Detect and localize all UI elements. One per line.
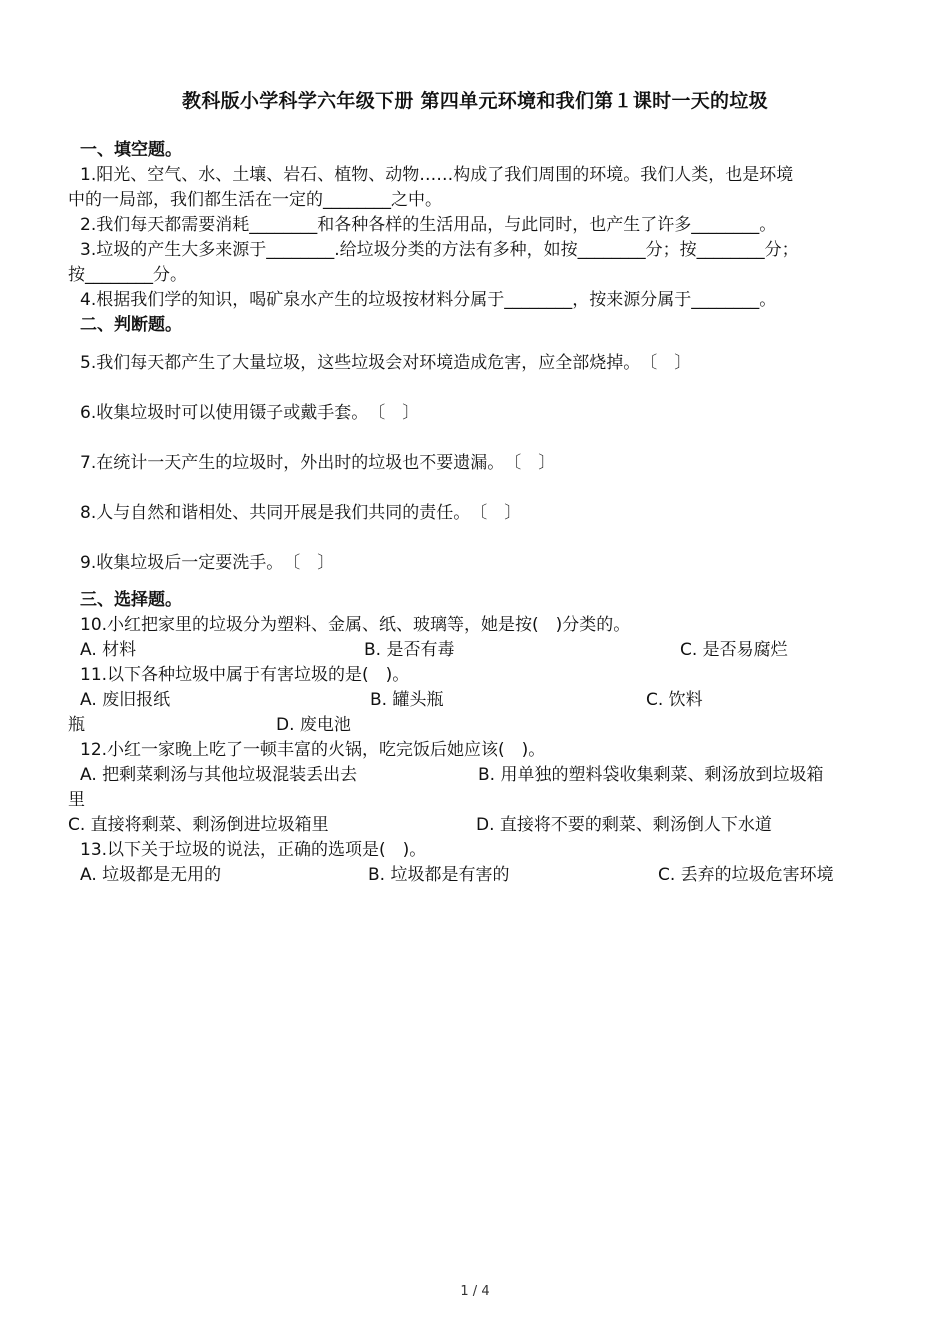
question-12-option-b-part-1: B. 用单独的塑料袋收集剩菜、剩汤放到垃圾箱 [478,765,824,785]
question-3-line-2: 按________分。 [68,265,187,285]
section-heading-fill-in: 一、填空题。 [80,140,182,160]
question-13-option-c: C. 丢弃的垃圾危害环境 [658,865,834,885]
question-11-option-a: A. 废旧报纸 [80,690,171,710]
question-2: 2.我们每天都需要消耗________和各种各样的生活用品，与此同时，也产生了许多________。 [80,215,777,235]
question-9: 9.收集垃圾后一定要洗手。 〔 〕 [80,553,335,573]
question-3-line-1: 3.垃圾的产生大多来源于________.给垃圾分类的方法有多种，如按________分；按________分； [80,240,799,260]
question-8: 8.人与自然和谐相处、共同开展是我们共同的责任。 〔 〕 [80,503,522,523]
question-4: 4.根据我们学的知识，喝矿泉水产生的垃圾按材料分属于________，按来源分属于________。 [80,290,777,310]
question-10-option-c: C. 是否易腐烂 [680,640,788,660]
question-10-option-a: A. 材料 [80,640,137,660]
question-7: 7.在统计一天产生的垃圾时，外出时的垃圾也不要遗漏。 〔 〕 [80,453,556,473]
question-12-option-b-part-2: 里 [68,790,85,810]
question-13-stem: 13.以下关于垃圾的说法，正确的选项是( )。 [80,840,427,860]
question-11-stem: 11.以下各种垃圾中属于有害垃圾的是( )。 [80,665,410,685]
question-1-line-2: 中的一局部，我们都生活在一定的________之中。 [68,190,442,210]
question-13-option-a: A. 垃圾都是无用的 [80,865,222,885]
question-1-line-1: 1.阳光、空气、水、土壤、岩石、植物、动物……构成了我们周围的环境。我们人类，也是环境 [80,165,794,185]
question-13-option-b: B. 垃圾都是有害的 [368,865,510,885]
question-12-stem: 12.小红一家晚上吃了一顿丰富的火锅，吃完饭后她应该( )。 [80,740,546,760]
question-10-option-b: B. 是否有毒 [364,640,455,660]
question-10-stem: 10.小红把家里的垃圾分为塑料、金属、纸、玻璃等，她是按( )分类的。 [80,615,631,635]
question-11-option-d: D. 废电池 [276,715,351,735]
section-heading-true-false: 二、判断题。 [80,315,182,335]
question-12-option-a: A. 把剩菜剩汤与其他垃圾混装丢出去 [80,765,358,785]
question-11-option-c-part-2: 瓶 [68,715,85,735]
question-11-option-b: B. 罐头瓶 [370,690,444,710]
question-12-option-d: D. 直接将不要的剩菜、剩汤倒人下水道 [476,815,772,835]
question-11-option-c-part-1: C. 饮料 [646,690,703,710]
section-heading-multiple-choice: 三、选择题。 [80,590,182,610]
question-12-option-c: C. 直接将剩菜、剩汤倒进垃圾箱里 [68,815,329,835]
question-6: 6.收集垃圾时可以使用镊子或戴手套。 〔 〕 [80,403,420,423]
page-number: 1 / 4 [460,1284,490,1299]
page-title: 教科版小学科学六年级下册 第四单元环境和我们第１课时一天的垃圾 [182,90,768,112]
question-5: 5.我们每天都产生了大量垃圾，这些垃圾会对环境造成危害，应全部烧掉。 〔 〕 [80,353,692,373]
